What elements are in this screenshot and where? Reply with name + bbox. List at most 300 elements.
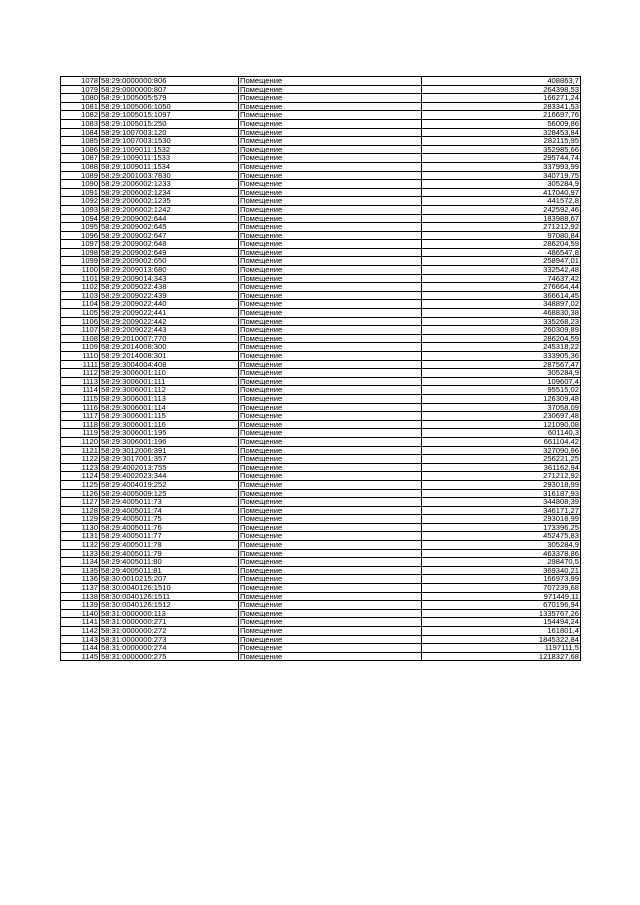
property-type-cell: Помещение	[239, 343, 422, 352]
property-type-cell: Помещение	[239, 592, 422, 601]
value-cell: 335268,23	[422, 317, 581, 326]
row-number-cell: 1100	[61, 266, 100, 275]
property-type-cell: Помещение	[239, 111, 422, 120]
table-row	[61, 446, 581, 455]
value-cell: 661104,42	[422, 437, 581, 446]
cadastral-number-cell: 58:29:3006001:116	[100, 420, 239, 429]
row-number-cell: 1085	[61, 137, 100, 146]
row-number-cell: 1088	[61, 162, 100, 171]
value-cell: 344808,39	[422, 498, 581, 507]
table-row	[61, 154, 581, 163]
property-type-cell: Помещение	[239, 455, 422, 464]
row-number-cell: 1083	[61, 119, 100, 128]
table-row	[61, 85, 581, 94]
row-number-cell: 1131	[61, 532, 100, 541]
table-row	[61, 601, 581, 610]
row-number-cell: 1096	[61, 231, 100, 240]
cadastral-number-cell: 58:29:2009022:442	[100, 317, 239, 326]
cadastral-number-cell: 58:31:0000000:271	[100, 618, 239, 627]
value-cell: 305284,9	[422, 541, 581, 550]
value-cell: 601140,3	[422, 429, 581, 438]
value-cell: 154494,24	[422, 618, 581, 627]
table-row	[61, 635, 581, 644]
value-cell: 1197111,5	[422, 644, 581, 653]
cadastral-number-cell: 58:31:0000000:113	[100, 609, 239, 618]
table-row	[61, 214, 581, 223]
table-row	[61, 549, 581, 558]
value-cell: 286204,59	[422, 334, 581, 343]
table-row	[61, 377, 581, 386]
table-row	[61, 334, 581, 343]
cadastral-number-cell: 58:29:1005006:1050	[100, 102, 239, 111]
cadastral-number-cell: 58:31:0000000:272	[100, 627, 239, 636]
cadastral-number-cell: 58:29:2010007:770	[100, 334, 239, 343]
row-number-cell: 1126	[61, 489, 100, 498]
row-number-cell: 1108	[61, 334, 100, 343]
value-cell: 271212,92	[422, 223, 581, 232]
value-cell: 109607,4	[422, 377, 581, 386]
cadastral-number-cell: 58:29:1007003:120	[100, 128, 239, 137]
property-type-cell: Помещение	[239, 541, 422, 550]
value-cell: 295744,74	[422, 154, 581, 163]
row-number-cell: 1118	[61, 420, 100, 429]
table-row	[61, 317, 581, 326]
cadastral-number-cell: 58:29:4005011:75	[100, 515, 239, 524]
row-number-cell: 1117	[61, 412, 100, 421]
value-cell: 441572,8	[422, 197, 581, 206]
property-type-cell: Помещение	[239, 369, 422, 378]
row-number-cell: 1103	[61, 291, 100, 300]
value-cell: 463378,86	[422, 549, 581, 558]
document-sheet	[60, 76, 581, 661]
table-row	[61, 480, 581, 489]
row-number-cell: 1084	[61, 128, 100, 137]
table-row	[61, 283, 581, 292]
value-cell: 452475,83	[422, 532, 581, 541]
value-cell: 1335767,26	[422, 609, 581, 618]
cadastral-number-cell: 58:29:2009002:650	[100, 257, 239, 266]
property-type-cell: Помещение	[239, 420, 422, 429]
row-number-cell: 1081	[61, 102, 100, 111]
value-cell: 37058,09	[422, 403, 581, 412]
property-type-cell: Помещение	[239, 334, 422, 343]
property-type-cell: Помещение	[239, 498, 422, 507]
row-number-cell: 1134	[61, 558, 100, 567]
table-row	[61, 592, 581, 601]
cadastral-number-cell: 58:30:0040126:1511	[100, 592, 239, 601]
property-type-cell: Помещение	[239, 197, 422, 206]
cadastral-number-cell: 58:31:0000000:273	[100, 635, 239, 644]
table-row	[61, 137, 581, 146]
value-cell: 332542,48	[422, 266, 581, 275]
table-row	[61, 463, 581, 472]
table-row	[61, 111, 581, 120]
cadastral-number-cell: 58:29:4002013:755	[100, 463, 239, 472]
property-type-cell: Помещение	[239, 180, 422, 189]
property-type-cell: Помещение	[239, 463, 422, 472]
cadastral-number-cell: 58:29:3006001:115	[100, 412, 239, 421]
row-number-cell: 1106	[61, 317, 100, 326]
property-type-cell: Помещение	[239, 489, 422, 498]
cadastral-number-cell: 58:29:2009002:649	[100, 248, 239, 257]
property-type-cell: Помещение	[239, 257, 422, 266]
value-cell: 264398,53	[422, 85, 581, 94]
row-number-cell: 1087	[61, 154, 100, 163]
property-type-cell: Помещение	[239, 515, 422, 524]
cadastral-number-cell: 58:29:3006001:114	[100, 403, 239, 412]
row-number-cell: 1112	[61, 369, 100, 378]
value-cell: 486547,8	[422, 248, 581, 257]
table-row	[61, 291, 581, 300]
cadastral-number-cell: 58:29:3012006:391	[100, 446, 239, 455]
property-type-cell: Помещение	[239, 154, 422, 163]
table-row	[61, 575, 581, 584]
property-type-cell: Помещение	[239, 266, 422, 275]
cadastral-number-cell: 58:29:2009002:644	[100, 214, 239, 223]
property-type-cell: Помещение	[239, 360, 422, 369]
table-row	[61, 437, 581, 446]
table-row	[61, 532, 581, 541]
value-cell: 287567,47	[422, 360, 581, 369]
cadastral-number-cell: 58:29:4005011:74	[100, 506, 239, 515]
row-number-cell: 1080	[61, 94, 100, 103]
cadastral-number-cell: 58:29:4005011:78	[100, 541, 239, 550]
value-cell: 260309,89	[422, 326, 581, 335]
cadastral-number-cell: 58:31:0000000:274	[100, 644, 239, 653]
cadastral-number-cell: 58:29:2001003:7830	[100, 171, 239, 180]
table-row	[61, 94, 581, 103]
cadastral-number-cell: 58:29:1009011:1533	[100, 154, 239, 163]
cadastral-number-cell: 58:29:4005011:73	[100, 498, 239, 507]
row-number-cell: 1114	[61, 386, 100, 395]
cadastral-number-cell: 58:29:2009022:439	[100, 291, 239, 300]
table-row	[61, 162, 581, 171]
row-number-cell: 1136	[61, 575, 100, 584]
table-row	[61, 352, 581, 361]
property-type-cell: Помещение	[239, 231, 422, 240]
row-number-cell: 1137	[61, 584, 100, 593]
table-row	[61, 309, 581, 318]
cadastral-number-cell: 58:29:2009002:648	[100, 240, 239, 249]
property-type-cell: Помещение	[239, 248, 422, 257]
row-number-cell: 1133	[61, 549, 100, 558]
cadastral-number-cell: 58:29:4005011:80	[100, 558, 239, 567]
property-type-cell: Помещение	[239, 472, 422, 481]
property-type-cell: Помещение	[239, 128, 422, 137]
cadastral-number-cell: 58:29:2009022:441	[100, 309, 239, 318]
table-row	[61, 231, 581, 240]
property-type-cell: Помещение	[239, 635, 422, 644]
cadastral-number-cell: 58:29:1005015:1097	[100, 111, 239, 120]
cadastral-number-cell: 58:29:3006001:196	[100, 437, 239, 446]
table-row	[61, 223, 581, 232]
table-row	[61, 77, 581, 86]
row-number-cell: 1119	[61, 429, 100, 438]
row-number-cell: 1111	[61, 360, 100, 369]
cadastral-number-cell: 58:29:4005011:81	[100, 566, 239, 575]
table-row	[61, 412, 581, 421]
property-type-cell: Помещение	[239, 609, 422, 618]
value-cell: 408863,7	[422, 77, 581, 86]
row-number-cell: 1109	[61, 343, 100, 352]
table-row	[61, 489, 581, 498]
property-type-cell: Помещение	[239, 386, 422, 395]
cadastral-number-cell: 58:29:1007003:1530	[100, 137, 239, 146]
cadastral-number-cell: 58:29:1009011:1532	[100, 145, 239, 154]
cadastral-number-cell: 58:29:2009002:647	[100, 231, 239, 240]
property-type-cell: Помещение	[239, 77, 422, 86]
value-cell: 256221,25	[422, 455, 581, 464]
cadastral-number-cell: 58:29:2014008:301	[100, 352, 239, 361]
table-row	[61, 429, 581, 438]
value-cell: 166973,99	[422, 575, 581, 584]
row-number-cell: 1141	[61, 618, 100, 627]
row-number-cell: 1129	[61, 515, 100, 524]
property-type-cell: Помещение	[239, 214, 422, 223]
table-row	[61, 403, 581, 412]
row-number-cell: 1092	[61, 197, 100, 206]
value-cell: 242592,46	[422, 205, 581, 214]
cadastral-number-cell: 58:29:0000000:807	[100, 85, 239, 94]
row-number-cell: 1142	[61, 627, 100, 636]
value-cell: 230697,48	[422, 412, 581, 421]
cadastral-number-cell: 58:29:4005011:79	[100, 549, 239, 558]
row-number-cell: 1116	[61, 403, 100, 412]
value-cell: 166271,24	[422, 94, 581, 103]
cadastral-number-cell: 58:29:2009022:438	[100, 283, 239, 292]
property-type-cell: Помещение	[239, 137, 422, 146]
value-cell: 173396,25	[422, 523, 581, 532]
table-row	[61, 472, 581, 481]
value-cell: 97080,84	[422, 231, 581, 240]
value-cell: 348897,02	[422, 300, 581, 309]
cadastral-number-cell: 58:29:3006001:113	[100, 394, 239, 403]
value-cell: 293018,99	[422, 515, 581, 524]
row-number-cell: 1105	[61, 309, 100, 318]
cadastral-number-cell: 58:29:3017001:357	[100, 455, 239, 464]
row-number-cell: 1135	[61, 566, 100, 575]
cadastral-number-cell: 58:29:3006001:111	[100, 377, 239, 386]
row-number-cell: 1089	[61, 171, 100, 180]
property-type-cell: Помещение	[239, 394, 422, 403]
cadastral-number-cell: 58:30:0010215:207	[100, 575, 239, 584]
table-row	[61, 652, 581, 661]
table-row	[61, 205, 581, 214]
value-cell: 468830,38	[422, 309, 581, 318]
row-number-cell: 1143	[61, 635, 100, 644]
cadastral-number-cell: 58:29:2006002:1234	[100, 188, 239, 197]
property-type-cell: Помещение	[239, 601, 422, 610]
table-row	[61, 506, 581, 515]
table-row	[61, 541, 581, 550]
property-type-cell: Помещение	[239, 437, 422, 446]
cadastral-number-cell: 58:29:2006002:1233	[100, 180, 239, 189]
value-cell: 670196,94	[422, 601, 581, 610]
row-number-cell: 1139	[61, 601, 100, 610]
cadastral-number-cell: 58:29:1005015:250	[100, 119, 239, 128]
table-row	[61, 128, 581, 137]
property-type-cell: Помещение	[239, 223, 422, 232]
property-type-cell: Помещение	[239, 283, 422, 292]
property-type-cell: Помещение	[239, 326, 422, 335]
value-cell: 328453,84	[422, 128, 581, 137]
property-type-cell: Помещение	[239, 506, 422, 515]
table-row	[61, 609, 581, 618]
row-number-cell: 1093	[61, 205, 100, 214]
value-cell: 258947,01	[422, 257, 581, 266]
cadastral-number-cell: 58:29:2009013:680	[100, 266, 239, 275]
cadastral-number-cell: 58:29:3006001:195	[100, 429, 239, 438]
table-row	[61, 266, 581, 275]
row-number-cell: 1124	[61, 472, 100, 481]
cadastral-number-cell: 58:31:0000000:275	[100, 652, 239, 661]
value-cell: 337993,99	[422, 162, 581, 171]
property-type-cell: Помещение	[239, 627, 422, 636]
table-row	[61, 498, 581, 507]
row-number-cell: 1121	[61, 446, 100, 455]
property-type-cell: Помещение	[239, 532, 422, 541]
row-number-cell: 1115	[61, 394, 100, 403]
table-row	[61, 180, 581, 189]
value-cell: 333905,36	[422, 352, 581, 361]
table-row	[61, 300, 581, 309]
table-row	[61, 119, 581, 128]
table-row	[61, 188, 581, 197]
property-type-cell: Помещение	[239, 240, 422, 249]
row-number-cell: 1140	[61, 609, 100, 618]
cadastral-number-cell: 58:29:1009011:1534	[100, 162, 239, 171]
row-number-cell: 1145	[61, 652, 100, 661]
value-cell: 707239,68	[422, 584, 581, 593]
value-cell: 286204,59	[422, 240, 581, 249]
table-row	[61, 558, 581, 567]
property-type-cell: Помещение	[239, 291, 422, 300]
value-cell: 1218327,68	[422, 652, 581, 661]
value-cell: 282115,95	[422, 137, 581, 146]
table-row	[61, 257, 581, 266]
table-row	[61, 618, 581, 627]
property-type-cell: Помещение	[239, 377, 422, 386]
property-type-cell: Помещение	[239, 85, 422, 94]
value-cell: 126309,48	[422, 394, 581, 403]
property-type-cell: Помещение	[239, 102, 422, 111]
cadastral-number-cell: 58:29:0000000:806	[100, 77, 239, 86]
property-type-cell: Помещение	[239, 446, 422, 455]
property-type-cell: Помещение	[239, 584, 422, 593]
property-type-cell: Помещение	[239, 94, 422, 103]
property-type-cell: Помещение	[239, 575, 422, 584]
row-number-cell: 1091	[61, 188, 100, 197]
value-cell: 305284,9	[422, 369, 581, 378]
cadastral-number-cell: 58:29:2014008:300	[100, 343, 239, 352]
cadastral-number-cell: 58:29:1005005:579	[100, 94, 239, 103]
cadastral-number-cell: 58:29:3006001:112	[100, 386, 239, 395]
cadastral-number-cell: 58:29:4005011:77	[100, 532, 239, 541]
cadastral-number-cell: 58:29:4004019:252	[100, 480, 239, 489]
row-number-cell: 1122	[61, 455, 100, 464]
row-number-cell: 1144	[61, 644, 100, 653]
value-cell: 340719,75	[422, 171, 581, 180]
table-row	[61, 102, 581, 111]
table-row	[61, 420, 581, 429]
table-row	[61, 343, 581, 352]
value-cell: 56009,86	[422, 119, 581, 128]
row-number-cell: 1132	[61, 541, 100, 550]
property-type-cell: Помещение	[239, 352, 422, 361]
row-number-cell: 1138	[61, 592, 100, 601]
table-row	[61, 644, 581, 653]
row-number-cell: 1110	[61, 352, 100, 361]
table-row	[61, 394, 581, 403]
row-number-cell: 1125	[61, 480, 100, 489]
property-type-cell: Помещение	[239, 309, 422, 318]
row-number-cell: 1086	[61, 145, 100, 154]
table-row	[61, 369, 581, 378]
table-row	[61, 523, 581, 532]
property-type-cell: Помещение	[239, 566, 422, 575]
cadastral-number-cell: 58:29:2009014:343	[100, 274, 239, 283]
row-number-cell: 1107	[61, 326, 100, 335]
value-cell: 971449,11	[422, 592, 581, 601]
row-number-cell: 1098	[61, 248, 100, 257]
property-type-cell: Помещение	[239, 188, 422, 197]
value-cell: 361162,94	[422, 463, 581, 472]
row-number-cell: 1079	[61, 85, 100, 94]
property-type-cell: Помещение	[239, 412, 422, 421]
row-number-cell: 1082	[61, 111, 100, 120]
property-type-cell: Помещение	[239, 652, 422, 661]
property-type-cell: Помещение	[239, 145, 422, 154]
table-row	[61, 274, 581, 283]
property-table	[60, 76, 581, 661]
property-type-cell: Помещение	[239, 317, 422, 326]
property-type-cell: Помещение	[239, 403, 422, 412]
value-cell: 183988,67	[422, 214, 581, 223]
value-cell: 352985,66	[422, 145, 581, 154]
property-type-cell: Помещение	[239, 480, 422, 489]
row-number-cell: 1094	[61, 214, 100, 223]
value-cell: 293018,99	[422, 480, 581, 489]
row-number-cell: 1099	[61, 257, 100, 266]
value-cell: 346171,27	[422, 506, 581, 515]
row-number-cell: 1113	[61, 377, 100, 386]
property-type-cell: Помещение	[239, 274, 422, 283]
property-type-cell: Помещение	[239, 558, 422, 567]
table-row	[61, 171, 581, 180]
table-row	[61, 197, 581, 206]
value-cell: 1845322,84	[422, 635, 581, 644]
cadastral-number-cell: 58:29:2006002:1235	[100, 197, 239, 206]
table-row	[61, 455, 581, 464]
row-number-cell: 1101	[61, 274, 100, 283]
row-number-cell: 1128	[61, 506, 100, 515]
value-cell: 316187,93	[422, 489, 581, 498]
table-row	[61, 386, 581, 395]
cadastral-number-cell: 58:29:2009022:443	[100, 326, 239, 335]
table-row	[61, 248, 581, 257]
value-cell: 327090,96	[422, 446, 581, 455]
value-cell: 366614,45	[422, 291, 581, 300]
property-type-cell: Помещение	[239, 429, 422, 438]
cadastral-number-cell: 58:29:2009002:645	[100, 223, 239, 232]
value-cell: 245318,22	[422, 343, 581, 352]
value-cell: 74637,42	[422, 274, 581, 283]
value-cell: 271212,92	[422, 472, 581, 481]
row-number-cell: 1130	[61, 523, 100, 532]
property-type-cell: Помещение	[239, 644, 422, 653]
value-cell: 121090,08	[422, 420, 581, 429]
property-type-cell: Помещение	[239, 618, 422, 627]
